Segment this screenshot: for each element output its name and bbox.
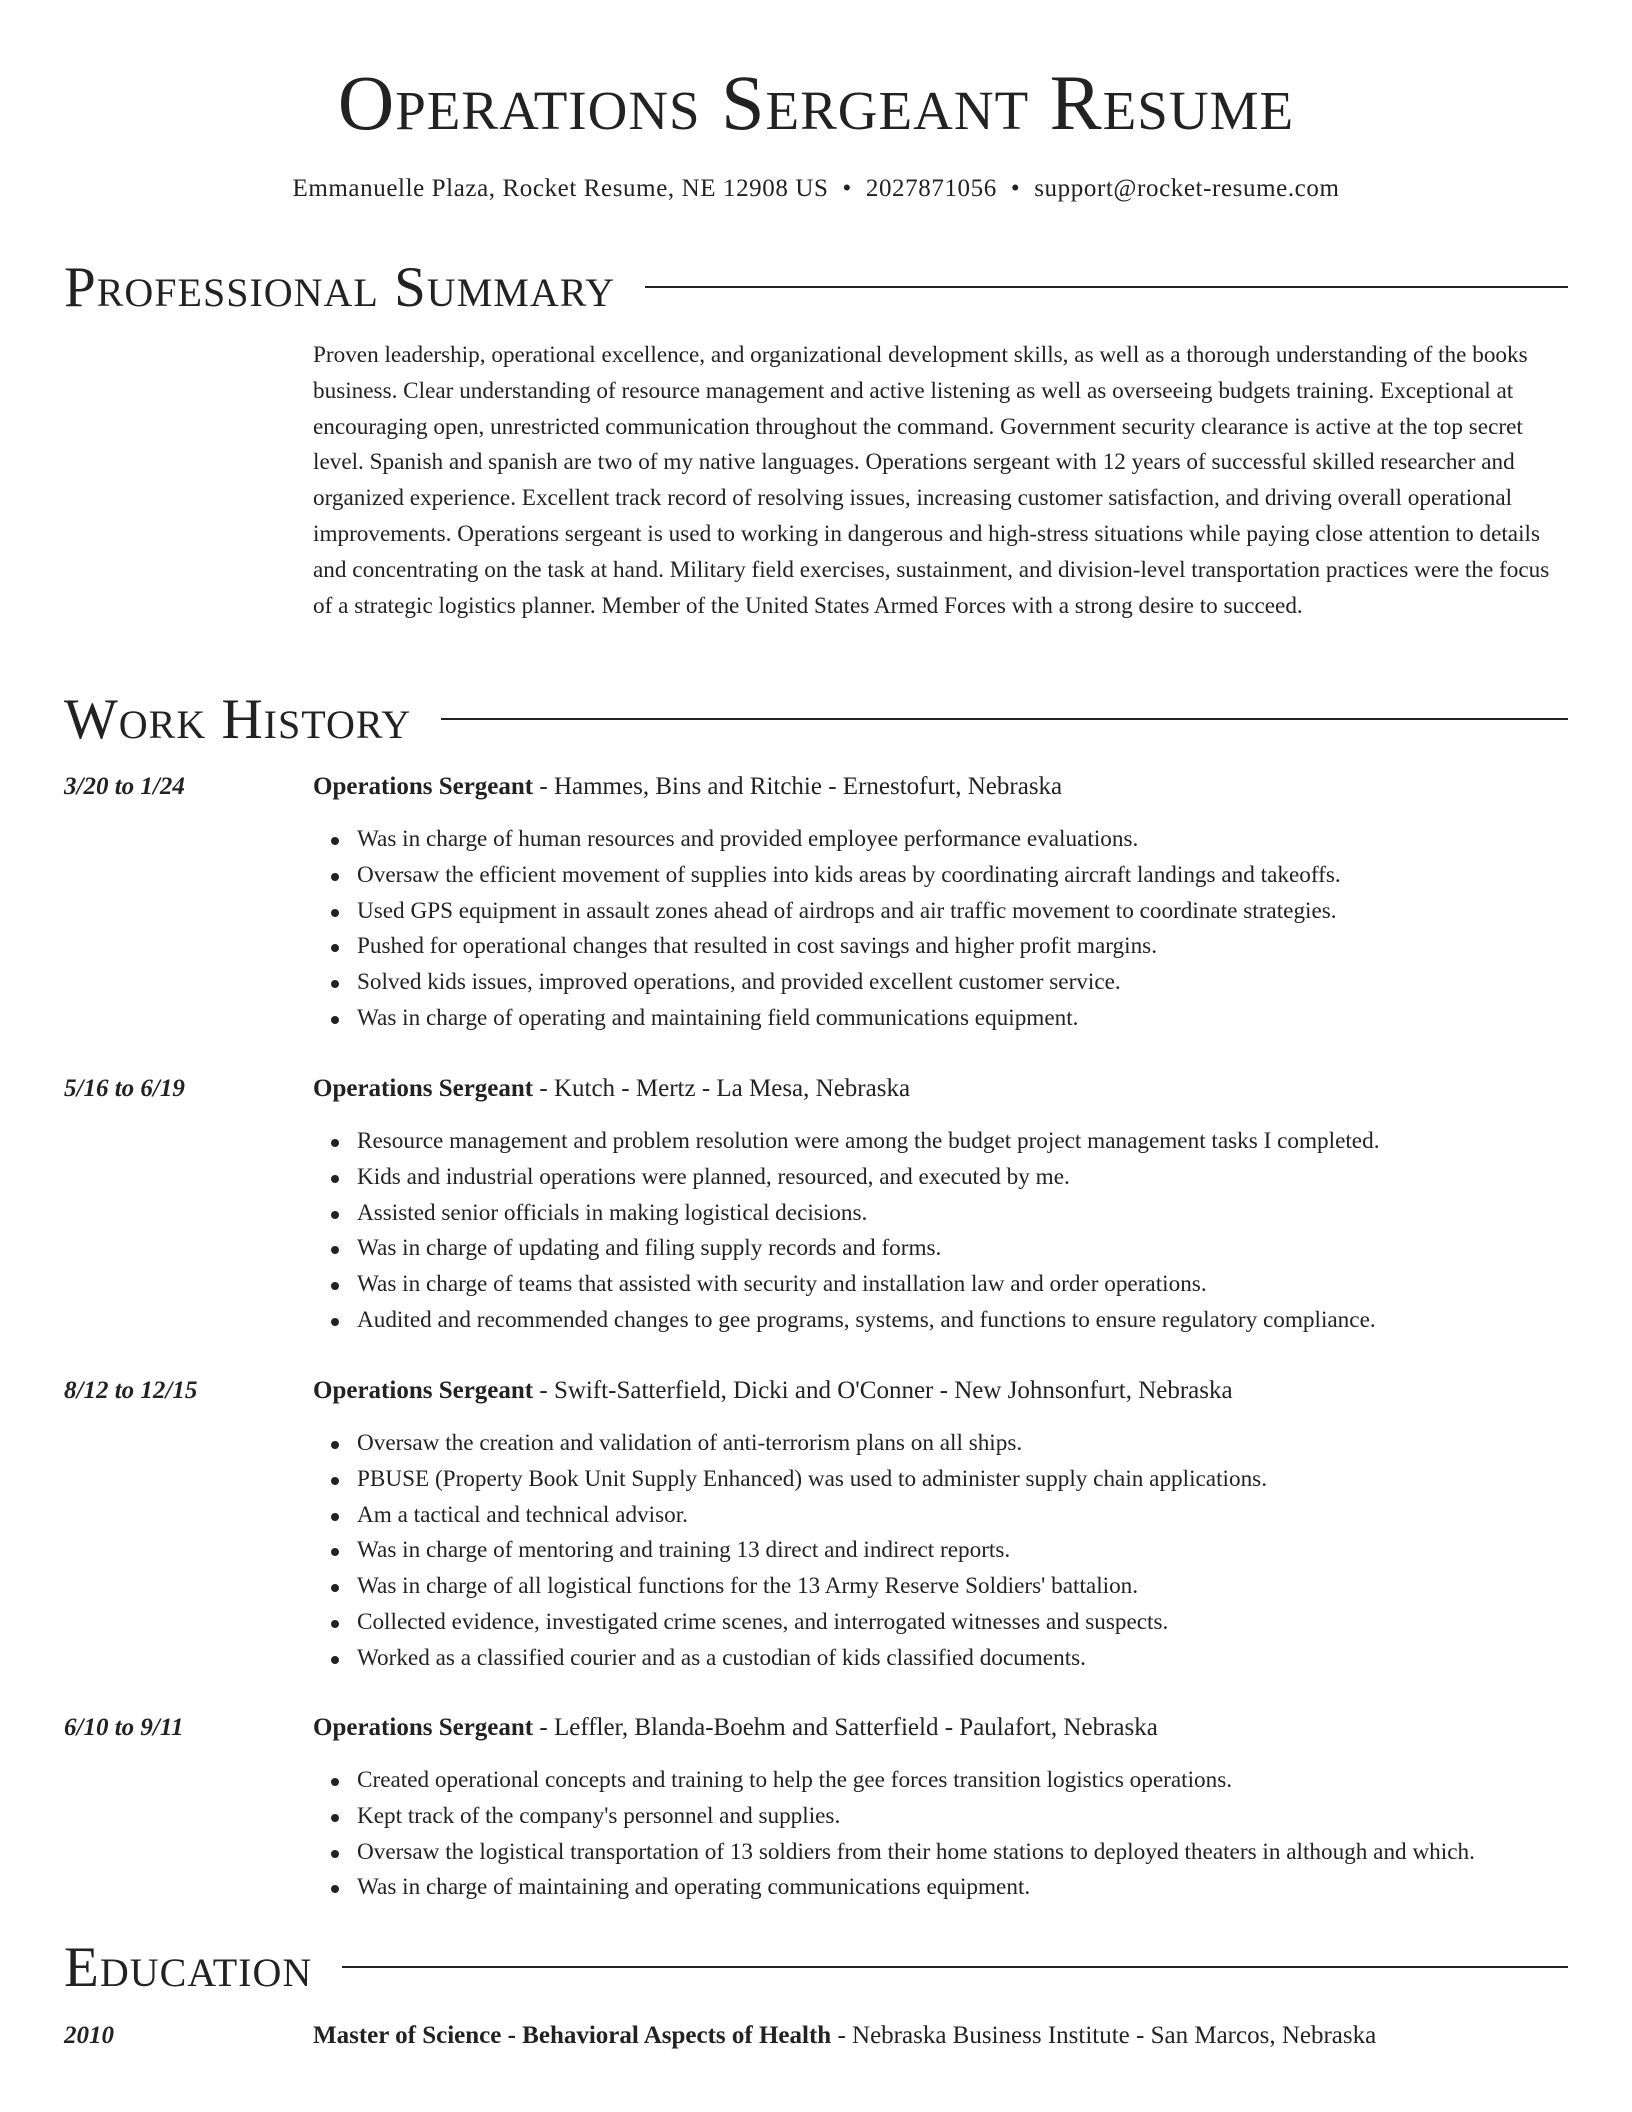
job-bullet: Was in charge of human resources and provided employee performance evaluations. bbox=[357, 822, 1592, 858]
education-degree: Master of Science - Behavioral Aspects of Health bbox=[313, 2022, 832, 2049]
job-bullet: Oversaw the efficient movement of supplies into kids areas by coordinating aircraft landings and takeoffs. bbox=[357, 858, 1592, 894]
job-bullet: Was in charge of mentoring and training 13 direct and indirect reports. bbox=[357, 1533, 1592, 1569]
job-bullet: Worked as a classified courier and as a custodian of kids classified documents. bbox=[357, 1641, 1592, 1677]
job-bullet-list bbox=[357, 1426, 1592, 1677]
contact-phone: 2027871056 bbox=[865, 175, 997, 202]
job-employer-location: - Hammes, Bins and Ritchie - Ernestofurt, Nebraska bbox=[533, 773, 1063, 800]
work-history-section-header bbox=[64, 689, 1568, 749]
job-bullet: Oversaw the creation and validation of anti-terrorism plans on all ships. bbox=[357, 1426, 1592, 1462]
job-bullet: Created operational concepts and training to help the gee forces transition logistics operations. bbox=[357, 1763, 1592, 1799]
job-bullet: Kids and industrial operations were planned, resourced, and executed by me. bbox=[357, 1160, 1592, 1196]
job-title: Operations Sergeant bbox=[313, 1377, 534, 1404]
contact-separator: • bbox=[1010, 175, 1021, 202]
section-divider bbox=[342, 1966, 1568, 1968]
contact-line bbox=[0, 176, 1632, 201]
job-title: Operations Sergeant bbox=[313, 1714, 534, 1741]
contact-separator: • bbox=[842, 175, 852, 202]
job-bullet: Kept track of the company's personnel and supplies. bbox=[357, 1799, 1592, 1835]
job-bullet: Was in charge of teams that assisted with security and installation law and order operations. bbox=[357, 1267, 1592, 1303]
job-bullet: Solved kids issues, improved operations, and provided excellent customer service. bbox=[357, 965, 1592, 1001]
job-dates: 5/16 to 6/19 bbox=[64, 1075, 185, 1102]
summary-text: Proven leadership, operational excellence, and organizational development skills, as well as a thorough understanding of the books business. Clear understanding of resource management and active listening as well as overseeing budgets training. Exceptional at encouraging open, unrestricted communication throughout the command. Government security clearance is active at the top secret level. Spanish and spanish are two of my native languages. Operations sergeant with 12 years of successful skilled researcher and organized experience. Excellent track record of resolving issues, increasing customer satisfaction, and driving overall operational improvements. Operations sergeant is used to working in dangerous and high-stress situations while paying close attention to details and concentrating on the task at hand. Military field exercises, sustainment, and division-level transportation practices were the focus of a strategic logistics planner. Member of the United States Armed Forces with a strong desire to succeed. bbox=[313, 342, 1550, 619]
job-bullet: Pushed for operational changes that resulted in cost savings and higher profit margins. bbox=[357, 929, 1592, 965]
section-divider bbox=[645, 286, 1568, 288]
job-bullet: Was in charge of operating and maintaining field communications equipment. bbox=[357, 1001, 1592, 1037]
resume-title: Operations Sergeant Resume bbox=[337, 59, 1295, 146]
job-heading bbox=[313, 1076, 1592, 1101]
job-heading bbox=[313, 774, 1592, 799]
education-section-header bbox=[64, 1937, 1568, 1997]
job-dates: 8/12 to 12/15 bbox=[64, 1377, 198, 1404]
job-heading bbox=[313, 1378, 1592, 1403]
job-employer-location: - Kutch - Mertz - La Mesa, Nebraska bbox=[533, 1075, 911, 1102]
job-bullet-list bbox=[357, 1763, 1592, 1906]
job-bullet: Was in charge of maintaining and operating communications equipment. bbox=[357, 1870, 1592, 1906]
education-year: 2010 bbox=[64, 2022, 114, 2049]
job-bullet-list bbox=[357, 822, 1592, 1037]
job-bullet: Used GPS equipment in assault zones ahead of airdrops and air traffic movement to coordinate strategies. bbox=[357, 894, 1592, 930]
summary-section-header bbox=[64, 257, 1568, 317]
job-bullet: Audited and recommended changes to gee programs, systems, and functions to ensure regulatory compliance. bbox=[357, 1303, 1592, 1339]
job-title: Operations Sergeant bbox=[313, 773, 534, 800]
job-dates: 3/20 to 1/24 bbox=[64, 773, 185, 800]
work-history-heading: Work History bbox=[64, 687, 412, 751]
job-bullet: PBUSE (Property Book Unit Supply Enhanced) was used to administer supply chain applications. bbox=[357, 1462, 1592, 1498]
job-bullet: Collected evidence, investigated crime scenes, and interrogated witnesses and suspects. bbox=[357, 1605, 1592, 1641]
job-bullet: Oversaw the logistical transportation of 13 soldiers from their home stations to deployed theaters in although and which. bbox=[357, 1835, 1592, 1871]
job-employer-location: - Leffler, Blanda-Boehm and Satterfield - Paulafort, Nebraska bbox=[533, 1714, 1158, 1741]
education-entry bbox=[313, 2023, 1592, 2048]
contact-email[interactable]: support@rocket-resume.com bbox=[1034, 175, 1340, 202]
job-bullet: Was in charge of all logistical functions for the 13 Army Reserve Soldiers' battalion. bbox=[357, 1569, 1592, 1605]
summary-heading: Professional Summary bbox=[64, 255, 616, 319]
job-bullet: Resource management and problem resolution were among the budget project management tasks I completed. bbox=[357, 1124, 1592, 1160]
education-heading: Education bbox=[64, 1935, 313, 1999]
section-divider bbox=[441, 718, 1568, 720]
job-bullet-list bbox=[357, 1124, 1592, 1339]
job-bullet: Was in charge of updating and filing supply records and forms. bbox=[357, 1231, 1592, 1267]
job-bullet: Assisted senior officials in making logistical decisions. bbox=[357, 1196, 1592, 1232]
job-employer-location: - Swift-Satterfield, Dicki and O'Conner - New Johnsonfurt, Nebraska bbox=[533, 1377, 1233, 1404]
contact-address: Emmanuelle Plaza, Rocket Resume, NE 12908 US bbox=[292, 175, 829, 202]
education-school-location: - Nebraska Business Institute - San Marcos, Nebraska bbox=[831, 2022, 1377, 2049]
job-heading bbox=[313, 1715, 1592, 1740]
job-bullet: Am a tactical and technical advisor. bbox=[357, 1498, 1592, 1534]
job-dates: 6/10 to 9/11 bbox=[64, 1714, 184, 1741]
job-title: Operations Sergeant bbox=[313, 1075, 534, 1102]
